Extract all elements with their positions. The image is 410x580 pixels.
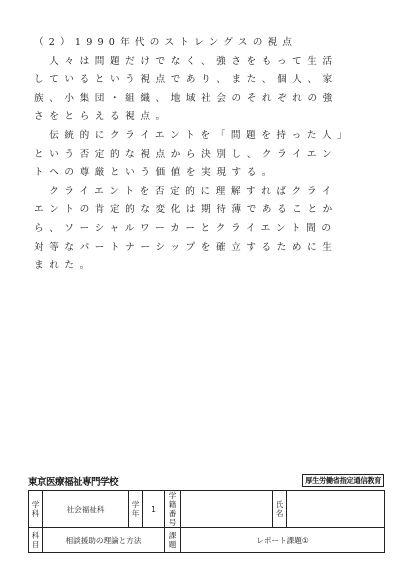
body-line: という否定的な視点から決別し、クライエン (34, 148, 338, 160)
department-label: 学科 (29, 491, 43, 528)
year-label: 学年 (129, 491, 143, 528)
name-label: 氏名 (273, 491, 287, 528)
body-line: 伝統的にクライエントを「問題を持った人」 (34, 129, 353, 141)
body-line: エントの肯定的な変化は期待薄であることか (34, 204, 338, 216)
student-info-table (28, 490, 385, 553)
year-value: 1 (143, 491, 165, 528)
department-value: 社会福祉科 (43, 491, 129, 528)
section-heading: （2）1990年代のストレングスの視点 (34, 37, 298, 48)
student-number-value (181, 491, 273, 528)
body-line: トへの尊厳という価値を実現する。 (34, 167, 278, 179)
name-value (287, 491, 385, 528)
body-line: 族、小集団・組織、地域社会のそれぞれの強 (34, 92, 338, 104)
subject-label: 科目 (29, 528, 43, 553)
school-name: 東京医療福祉専門学校 (28, 477, 119, 488)
assignment-value: レポート課題① (181, 528, 385, 553)
body-line: さをとらえる視点。 (34, 111, 171, 123)
body-line: まれた。 (34, 260, 95, 272)
correspondence-badge: 厚生労働省指定通信教育 (302, 474, 384, 487)
body-line: 対等なパートナーシップを確立するために生 (34, 241, 338, 253)
report-body (34, 34, 384, 276)
footer-header (28, 474, 384, 488)
student-number-label: 学籍番号 (165, 491, 181, 528)
subject-value: 相談援助の理論と方法 (43, 528, 165, 553)
body-line: 人々は問題だけでなく、強さをもって生活 (34, 55, 338, 67)
body-line: クライエントを否定的に理解すればクライ (34, 185, 337, 197)
assignment-label: 課題 (165, 528, 181, 553)
body-line: ら、ソーシャルワーカーとクライエント間の (34, 222, 337, 234)
body-line: しているという視点であり、また、個人、家 (34, 74, 338, 86)
